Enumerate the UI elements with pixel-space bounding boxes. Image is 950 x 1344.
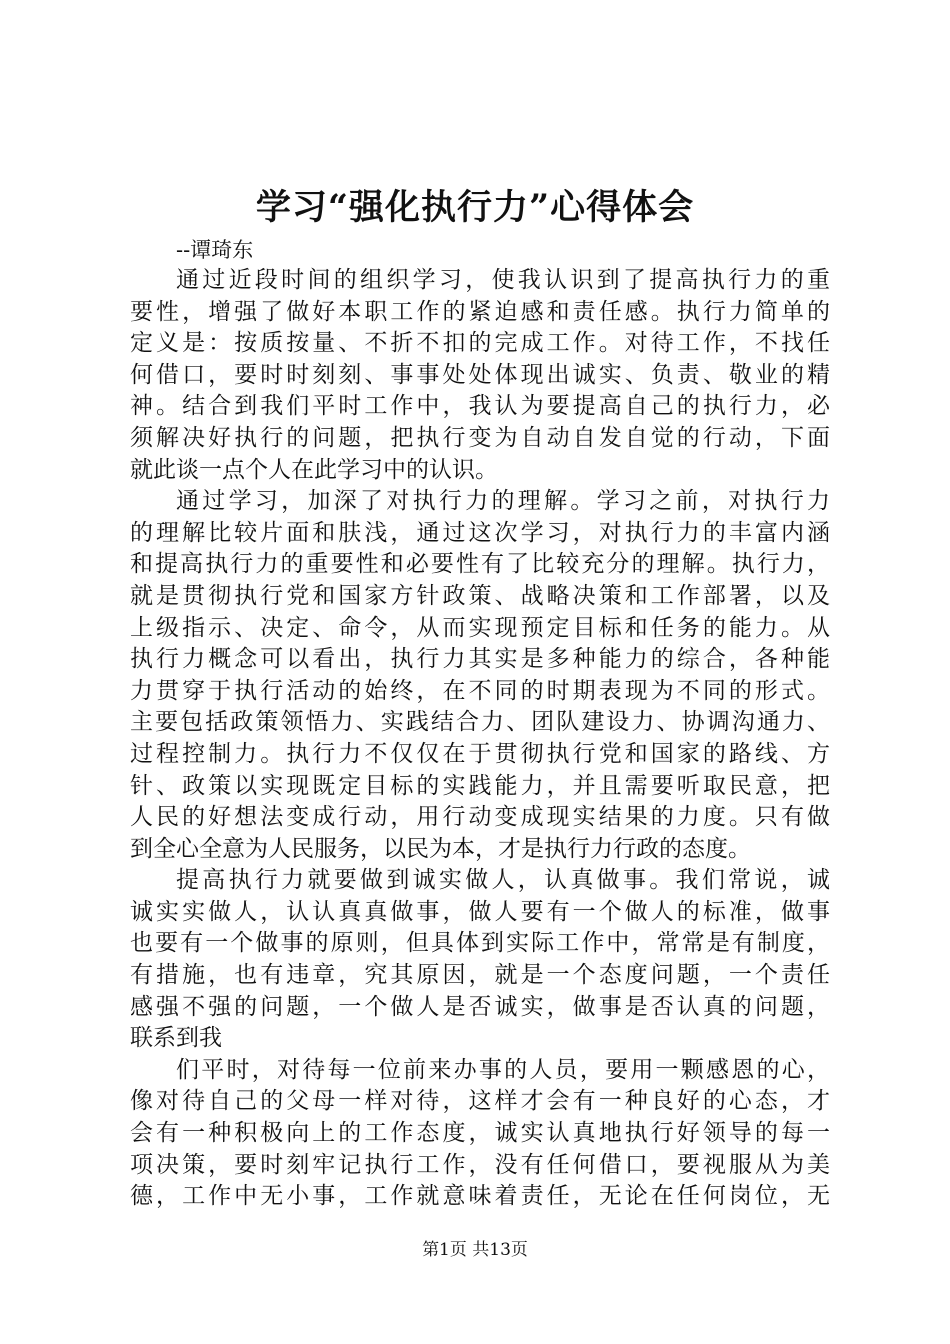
text-line: 须解决好执行的问题，把执行变为自动自发自觉的行动，下面	[130, 424, 830, 451]
document-title: 学习“强化执行力”心得体会	[255, 187, 695, 228]
text-line: 也要有一个做事的原则，但具体到实际工作中，常常是有制度，	[130, 930, 830, 957]
text-line: 力贯穿于执行活动的始终，在不同的时期表现为不同的形式。	[130, 677, 830, 704]
text-line: 何借口，要时时刻刻、事事处处体现出诚实、负责、敬业的精	[130, 361, 830, 388]
text-line: 们平时，对待每一位前来办事的人员，要用一颗感恩的心，	[176, 1056, 830, 1083]
text-line: 执行力概念可以看出，执行力其实是多种能力的综合，各种能	[130, 646, 830, 673]
text-line: 感强不强的问题，一个做人是否诚实，做事是否认真的问题，	[130, 993, 830, 1020]
text-line: 主要包括政策领悟力、实践结合力、团队建设力、协调沟通力、	[130, 709, 830, 736]
author-line: --谭琦东	[176, 238, 254, 262]
body-text	[130, 265, 830, 1213]
text-line: 通过近段时间的组织学习，使我认识到了提高执行力的重	[176, 267, 830, 293]
page-footer: 第1页 共13页	[422, 1240, 528, 1260]
text-line: 德，工作中无小事，工作就意味着责任，无论在任何岗位，无	[130, 1183, 830, 1210]
text-line: 就此谈一点个人在此学习中的认识。	[130, 456, 498, 483]
text-line: 项决策，要时刻牢记执行工作，没有任何借口，要视服从为美	[130, 1151, 830, 1178]
text-line: 定义是：按质按量、不折不扣的完成工作。对待工作，不找任	[130, 330, 830, 357]
text-line: 联系到我	[130, 1025, 222, 1052]
text-line: 的理解比较片面和肤浅，通过这次学习，对执行力的丰富内涵	[130, 519, 830, 546]
document-body	[130, 235, 830, 1213]
text-line: 像对待自己的父母一样对待，这样才会有一种良好的心态，才	[130, 1088, 830, 1115]
text-line: 过程控制力。执行力不仅仅在于贯彻执行党和国家的路线、方	[130, 740, 830, 767]
text-line: 提高执行力就要做到诚实做人，认真做事。我们常说，诚	[176, 867, 830, 894]
text-line: 要性，增强了做好本职工作的紧迫感和责任感。执行力简单的	[130, 298, 830, 325]
text-line: 通过学习，加深了对执行力的理解。学习之前，对执行力	[176, 488, 830, 515]
text-line: 就是贯彻执行党和国家方针政策、战略决策和工作部署，以及	[130, 582, 830, 609]
text-line: 神。结合到我们平时工作中，我认为要提高自己的执行力，必	[130, 393, 830, 420]
text-line: 人民的好想法变成行动，用行动变成现实结果的力度。只有做	[130, 804, 830, 831]
text-line: 诚实实做人，认认真真做事，做人要有一个做人的标准，做事	[130, 898, 830, 925]
text-line: 到全心全意为人民服务，以民为本，才是执行力行政的态度。	[130, 835, 751, 862]
text-line: 针、政策以实现既定目标的实践能力，并且需要听取民意，把	[130, 772, 830, 799]
text-line: 会有一种积极向上的工作态度，诚实认真地执行好领导的每一	[130, 1120, 830, 1147]
text-line: 和提高执行力的重要性和必要性有了比较充分的理解。执行力，	[130, 551, 830, 578]
text-line: 上级指示、决定、命令，从而实现预定目标和任务的能力。从	[130, 614, 830, 641]
text-line: 有措施，也有违章，究其原因，就是一个态度问题，一个责任	[130, 962, 830, 989]
